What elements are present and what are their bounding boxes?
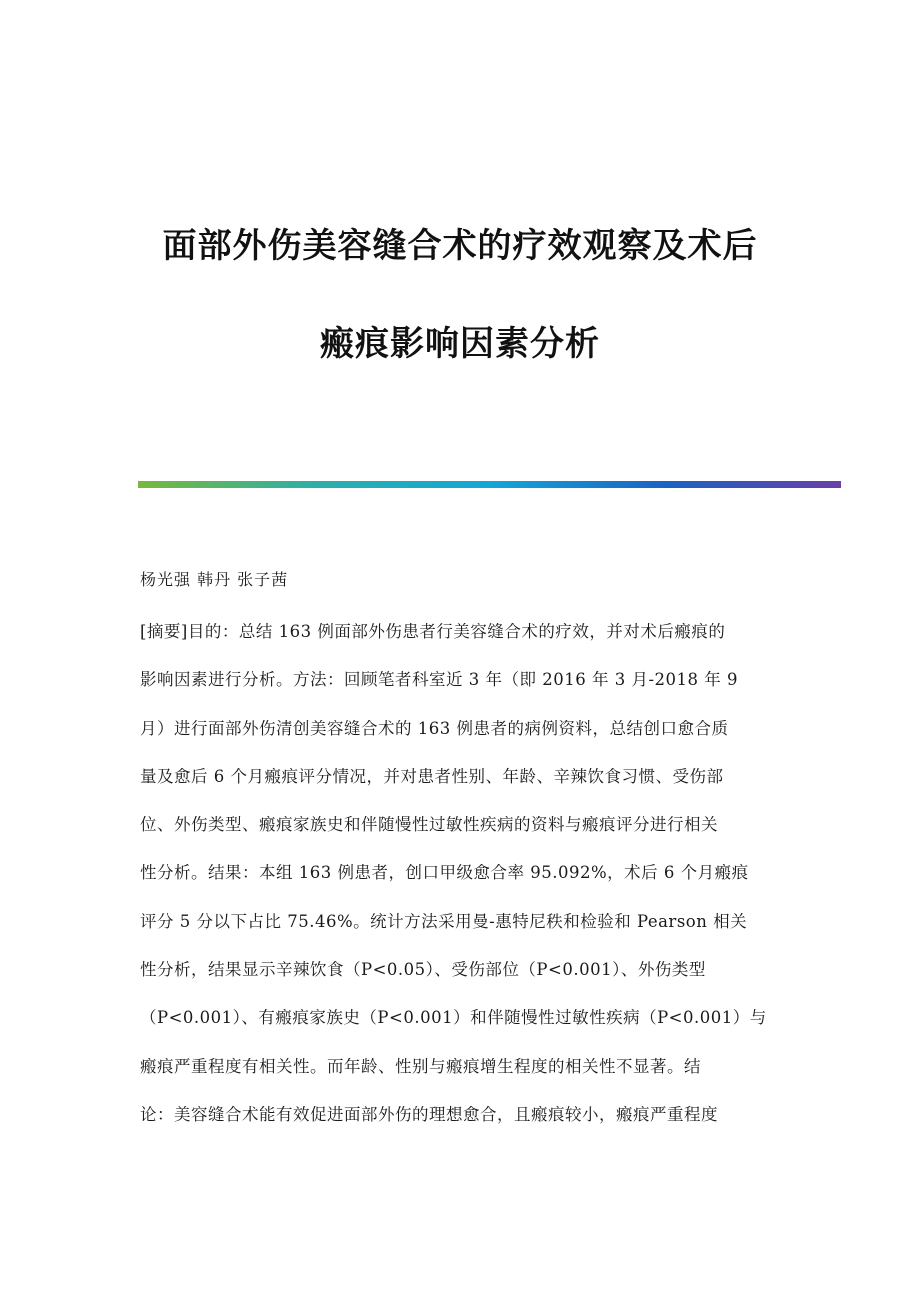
abstract-line: [摘要]目的：总结 163 例面部外伤患者行美容缝合术的疗效，并对术后瘢痕的 bbox=[140, 622, 726, 641]
abstract-line: （P<0.001）、有瘢痕家族史（P<0.001）和伴随慢性过敏性疾病（P<0.001）与 bbox=[140, 1008, 767, 1028]
document-title-line-1: 面部外伤美容缝合术的疗效观察及术后 bbox=[162, 226, 758, 266]
abstract-line: 影响因素进行分析。方法：回顾笔者科室近 3 年（即 2016 年 3 月-2018 年 9 bbox=[140, 670, 739, 690]
abstract-line: 量及愈后 6 个月瘢痕评分情况，并对患者性别、年龄、辛辣饮食习惯、受伤部 bbox=[140, 766, 724, 786]
abstract-line: 位、外伤类型、瘢痕家族史和伴随慢性过敏性疾病的资料与瘢痕评分进行相关 bbox=[140, 815, 718, 835]
title-divider-gradient-bar bbox=[138, 481, 841, 488]
abstract-line: 性分析。结果：本组 163 例患者，创口甲级愈合率 95.092%，术后 6 个月瘢痕 bbox=[140, 863, 749, 883]
abstract-line: 瘢痕严重程度有相关性。而年龄、性别与瘢痕增生程度的相关性不显著。结 bbox=[140, 1056, 701, 1076]
abstract-body bbox=[140, 618, 780, 1149]
abstract-line: 性分析，结果显示辛辣饮食（P<0.05）、受伤部位（P<0.001）、外伤类型 bbox=[140, 960, 706, 980]
abstract-line: 评分 5 分以下占比 75.46%。统计方法采用曼-惠特尼秩和检验和 Pearson 相关 bbox=[140, 911, 748, 931]
abstract-line: 月）进行面部外伤清创美容缝合术的 163 例患者的病例资料，总结创口愈合质 bbox=[140, 718, 729, 738]
authors-line: 杨光强 韩丹 张子茜 bbox=[140, 570, 289, 589]
document-title-line-2: 瘢痕影响因素分析 bbox=[320, 324, 600, 364]
abstract-line: 论：美容缝合术能有效促进面部外伤的理想愈合，且瘢痕较小，瘢痕严重程度 bbox=[140, 1104, 718, 1124]
